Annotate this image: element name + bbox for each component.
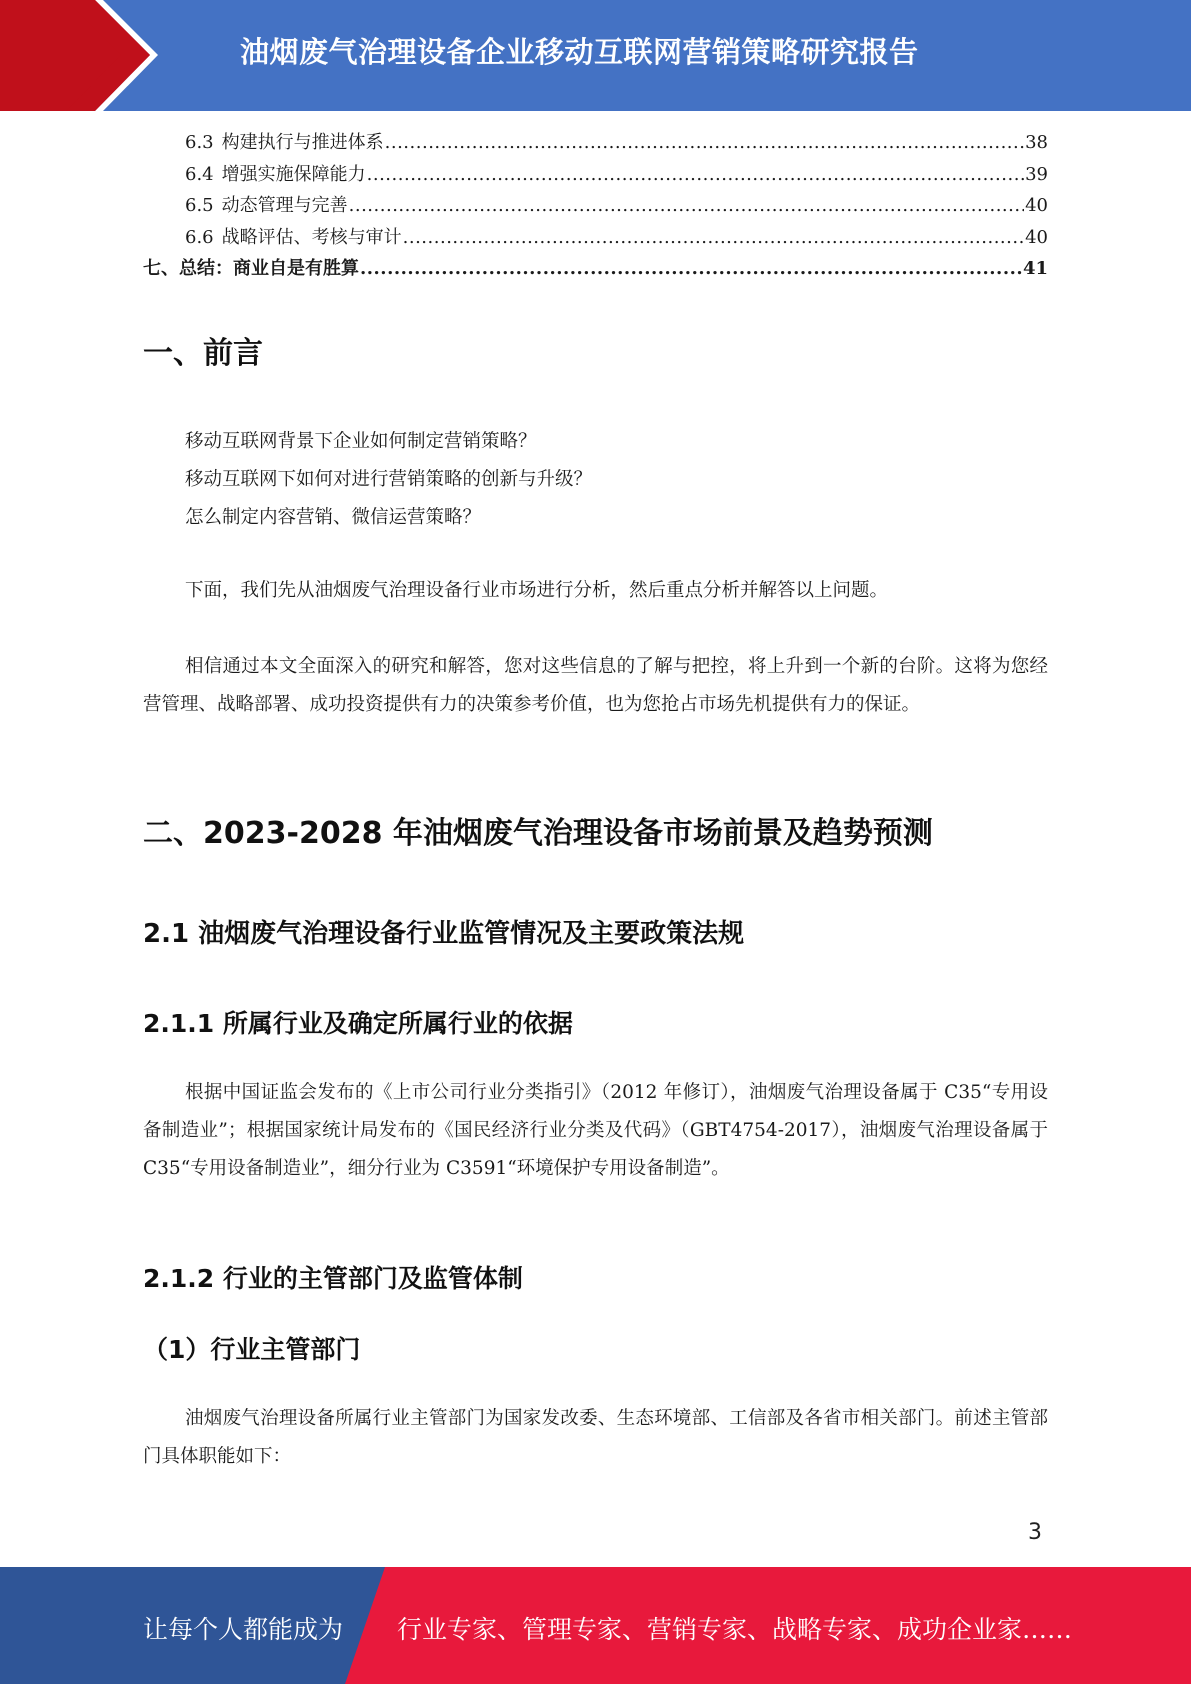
toc-label: 战略评估、考核与审计	[221, 226, 402, 248]
toc-page: 40	[1025, 195, 1048, 216]
toc-leader	[360, 258, 1022, 279]
toc-label: 构建执行与推进体系	[221, 132, 384, 153]
body-paragraph: 油烟废气治理设备所属行业主管部门为国家发改委、生态环境部、工信部及各省市相关部门。前述主管部门具体职能如下：	[143, 1408, 1048, 1467]
toc-page: 40	[1025, 226, 1048, 248]
section-heading-forecast: 二、2023-2028 年油烟废气治理设备市场前景及趋势预测	[143, 816, 933, 851]
page-number: 3	[1028, 1520, 1042, 1545]
report-title: 油烟废气治理设备企业移动互联网营销策略研究报告	[240, 35, 919, 69]
footer-slogan-right: 行业专家、管理专家、营销专家、战略专家、成功企业家……	[397, 1615, 1073, 1644]
toc-number: 6.5	[185, 195, 214, 216]
toc-entry[interactable]	[143, 160, 1048, 192]
footer-slogan-left: 让每个人都能成为	[143, 1615, 344, 1644]
toc-label: 七、总结：商业自是有胜算	[143, 258, 359, 279]
body-paragraph: 根据中国证监会发布的《上市公司行业分类指引》（2012 年修订），油烟废气治理设备属于 C35“专用设备制造业”；根据国家统计局发布的《国民经济行业分类及代码》（GBT4754-2017），油烟废气治理设备属于 C35“专用设备制造业”，细分行业为 C3591“环境保护专用设备制造”。	[143, 1082, 1048, 1179]
toc-number: 6.6	[185, 226, 214, 248]
toc-label: 增强实施保障能力	[221, 163, 366, 185]
toc-leader	[367, 164, 1024, 185]
toc-leader	[385, 132, 1024, 153]
page-header	[0, 0, 1191, 111]
toc-entry[interactable]	[143, 223, 1048, 255]
toc-entry[interactable]	[143, 254, 1048, 286]
subsubsection-heading: 2.1.1 所属行业及确定所属行业的依据	[143, 1009, 573, 1038]
preface-question: 移动互联网下如何对进行营销策略的创新与升级？	[185, 469, 593, 490]
toc-page: 39	[1025, 163, 1048, 185]
toc-number: 6.4	[185, 163, 214, 185]
preface-paragraph: 下面，我们先从油烟废气治理设备行业市场进行分析，然后重点分析并解答以上问题。	[185, 580, 889, 601]
toc-page: 38	[1025, 132, 1048, 153]
toc-page: 41	[1022, 258, 1048, 279]
toc-leader	[349, 195, 1024, 216]
subsubsection-heading: 2.1.2 行业的主管部门及监管体制	[143, 1264, 523, 1293]
preface-question: 怎么制定内容营销、微信运营策略？	[185, 507, 482, 528]
section-heading-preface: 一、前言	[143, 336, 263, 371]
page-footer	[0, 1567, 1191, 1684]
table-of-contents	[143, 128, 1048, 286]
subsection-heading: 2.1 油烟废气治理设备行业监管情况及主要政策法规	[143, 919, 745, 949]
preface-question: 移动互联网背景下企业如何制定营销策略？	[185, 431, 537, 452]
list-item-heading: （1）行业主管部门	[143, 1335, 361, 1364]
toc-entry[interactable]	[143, 128, 1048, 160]
toc-leader	[403, 227, 1024, 248]
toc-number: 6.3	[185, 132, 214, 153]
toc-label: 动态管理与完善	[221, 195, 348, 216]
toc-entry[interactable]	[143, 191, 1048, 223]
preface-paragraph: 相信通过本文全面深入的研究和解答，您对这些信息的了解与把控，将上升到一个新的台阶。这将为您经营管理、战略部署、成功投资提供有力的决策参考价值，也为您抢占市场先机提供有力的保证。	[143, 656, 1048, 715]
